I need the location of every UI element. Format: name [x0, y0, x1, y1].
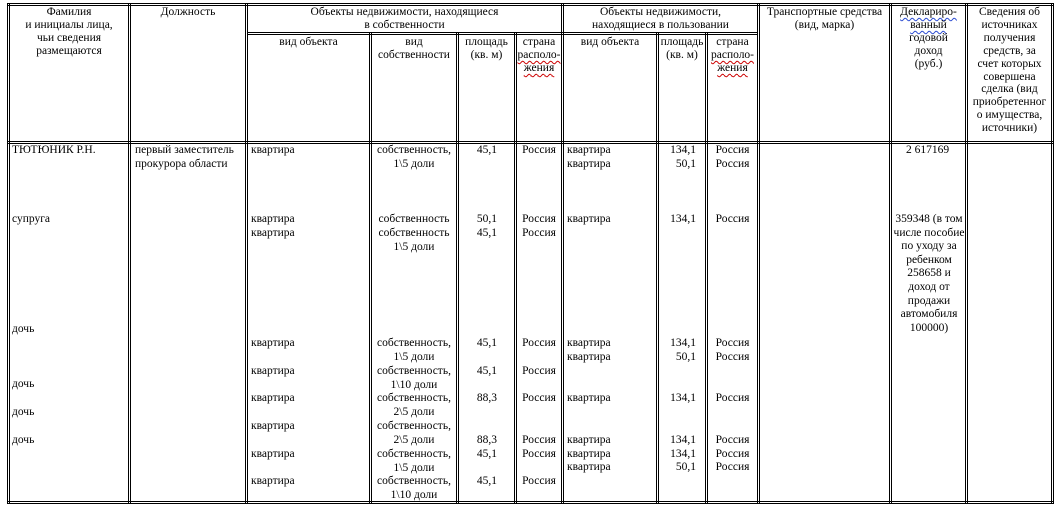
person-name: ТЮТЮНИК Р.Н.	[12, 144, 96, 156]
person-name: дочь	[12, 323, 35, 335]
person-name: дочь	[12, 378, 35, 390]
column-divider	[1051, 3, 1052, 504]
used-type: квартира	[567, 434, 611, 446]
header-owned-kind: вид собственности	[378, 36, 450, 61]
used-area: 134,1	[670, 337, 696, 349]
used-country: Россия	[715, 337, 750, 349]
header-used-country-1: страна	[716, 36, 749, 48]
header-used-country	[708, 36, 757, 75]
owned-kind: собственность, 1\5 доли	[377, 337, 451, 363]
column-divider	[456, 33, 457, 504]
used-area: 134,1	[670, 448, 696, 460]
person-name: дочь	[12, 434, 35, 446]
header-income-line1: Деклариро-	[900, 6, 957, 18]
header-income-line2: ванный	[910, 19, 947, 31]
person-name: супруга	[12, 213, 51, 225]
header-used-country-2: располо-	[710, 49, 755, 61]
header-used-country-3: жения	[717, 62, 748, 74]
owned-country: Россия	[522, 448, 556, 460]
used-type: квартира	[567, 337, 611, 349]
owned-area: 45,1	[476, 227, 497, 239]
used-country: Россия	[715, 213, 750, 225]
used-type: квартира	[567, 392, 611, 404]
owned-kind: собственность, 1\10 доли	[377, 365, 451, 391]
owned-country: Россия	[522, 337, 556, 349]
column-divider	[563, 3, 564, 504]
header-bottom-border	[7, 141, 1054, 142]
header-income	[892, 6, 965, 71]
used-area: 134,1	[670, 392, 696, 404]
owned-kind: собственность, 1\5 доли	[377, 448, 451, 474]
used-type: квартира	[567, 448, 611, 460]
owned-kind: собственность	[378, 213, 450, 225]
owned-area: 45,1	[476, 337, 497, 349]
used-area: 50,1	[675, 158, 696, 170]
header-used-group: Объекты недвижимости, находящиеся в пользовании	[592, 6, 729, 31]
column-divider	[245, 3, 246, 504]
column-divider	[247, 3, 248, 504]
used-type: квартира	[567, 144, 611, 156]
used-country: Россия	[715, 434, 750, 446]
owned-area: 45,1	[476, 448, 497, 460]
used-type: квартира	[567, 213, 611, 225]
header-transport: Транспортные средства (вид, марка)	[766, 6, 883, 31]
used-type: квартира	[567, 461, 611, 473]
header-used-type: вид объекта	[580, 36, 640, 48]
used-area: 134,1	[670, 144, 696, 156]
owned-kind: собственность 1\5 доли	[378, 227, 450, 253]
owned-country: Россия	[522, 475, 556, 487]
header-position: Должность	[160, 6, 216, 18]
header-fio: Фамилия и инициалы лица, чьи сведения размещаются	[25, 6, 113, 57]
owned-area: 50,1	[476, 213, 497, 225]
used-area: 50,1	[675, 461, 696, 473]
column-divider	[9, 3, 10, 504]
owned-kind: собственность, 2\5 доли	[377, 420, 451, 446]
used-type: квартира	[567, 351, 611, 363]
owned-area: 45,1	[476, 365, 497, 377]
owned-country: Россия	[522, 213, 556, 225]
owned-country: Россия	[522, 227, 556, 239]
position-text: первый заместитель прокурора области	[135, 144, 234, 170]
used-country: Россия	[715, 461, 750, 473]
owned-country: Россия	[522, 392, 556, 404]
header-owned-country-2: располо-	[517, 49, 561, 61]
subheader-divider	[564, 34, 758, 35]
header-owned-country	[517, 36, 561, 75]
header-owned-type: вид объекта	[279, 36, 338, 48]
used-country: Россия	[715, 158, 750, 170]
owned-kind: собственность, 1\5 доли	[377, 144, 451, 170]
income-main: 2 617169	[906, 144, 950, 156]
subheader-divider	[564, 32, 758, 33]
column-divider	[7, 3, 8, 504]
header-used-area: площадь (кв. м)	[660, 36, 704, 61]
used-country: Россия	[715, 448, 750, 460]
header-owned-group: Объекты недвижимости, находящиеся в собственности	[310, 6, 499, 31]
owned-area: 45,1	[476, 144, 497, 156]
table-border-top	[7, 3, 1054, 4]
column-divider	[369, 33, 370, 504]
income-spouse: 359348 (в том числе пособие по уходу за ребенком 258658 и доход от продажи автомобиля 100000)	[893, 213, 965, 334]
used-country: Россия	[715, 392, 750, 404]
column-divider	[1053, 3, 1054, 504]
used-country: Россия	[715, 144, 750, 156]
table-border-bottom	[7, 503, 1054, 504]
used-area: 134,1	[670, 213, 696, 225]
column-divider	[757, 3, 758, 504]
owned-type: квартира	[251, 392, 295, 404]
owned-type: квартира	[251, 365, 295, 377]
column-divider	[561, 3, 562, 504]
column-divider	[656, 33, 657, 504]
used-area: 134,1	[670, 434, 696, 446]
column-divider	[130, 3, 131, 504]
owned-area: 88,3	[476, 392, 497, 404]
column-divider	[128, 3, 129, 504]
header-owned-country-3: жения	[523, 62, 555, 74]
owned-country: Россия	[522, 434, 556, 446]
column-divider	[705, 33, 706, 504]
owned-kind: собственность, 2\5 доли	[377, 392, 451, 418]
used-area: 50,1	[675, 351, 696, 363]
column-divider	[514, 33, 515, 504]
owned-type: квартира	[251, 213, 295, 225]
header-income-rest: годовой доход (руб.)	[909, 32, 948, 70]
owned-country: Россия	[522, 144, 556, 156]
owned-type: квартира	[251, 448, 295, 460]
owned-type: квартира	[251, 337, 295, 349]
owned-type: квартира	[251, 227, 295, 239]
header-owned-country-1: страна	[522, 36, 556, 48]
owned-country: Россия	[522, 365, 556, 377]
person-name: дочь	[12, 406, 35, 418]
owned-area: 45,1	[476, 475, 497, 487]
used-country: Россия	[715, 351, 750, 363]
used-type: квартира	[567, 158, 611, 170]
owned-type: квартира	[251, 420, 295, 432]
header-sources: Сведения об источниках получения средств, за счет которых совершена сделка (вид приобретенног о имущества, источники)	[972, 6, 1047, 135]
owned-type: квартира	[251, 144, 295, 156]
owned-type: квартира	[251, 475, 295, 487]
table-border-bottom	[7, 501, 1054, 502]
header-owned-area: площадь (кв. м)	[465, 36, 508, 61]
column-divider	[759, 3, 760, 504]
owned-kind: собственность, 1\10 доли	[377, 475, 451, 501]
owned-area: 88,3	[476, 434, 497, 446]
